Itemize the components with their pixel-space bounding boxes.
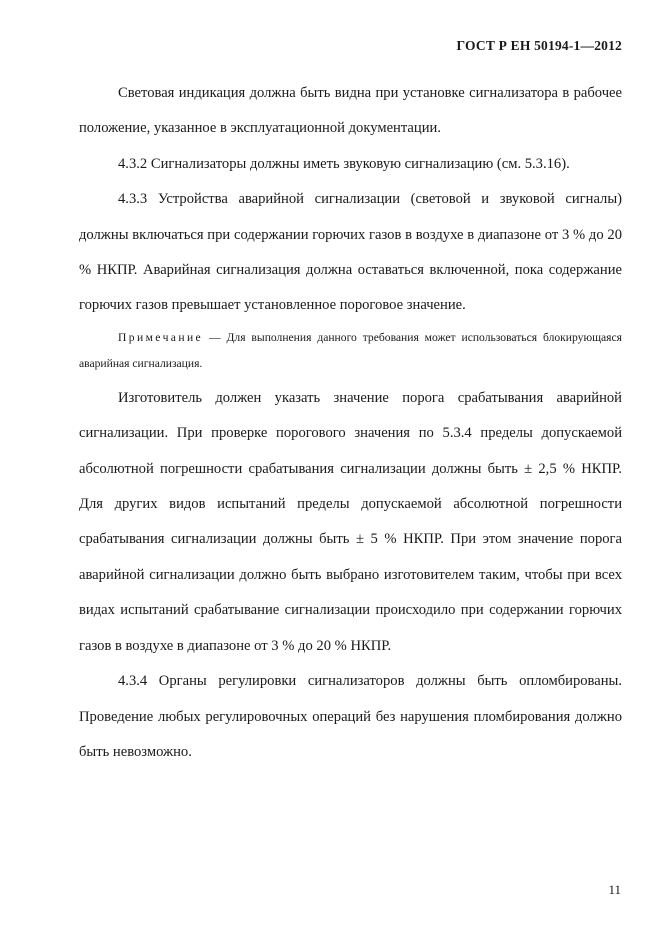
note-text: — Для выполнения данного требования может использоваться блокирующаяся аварийная сигнализация. [79,330,622,370]
note-paragraph [79,325,622,377]
standard-header: ГОСТ Р ЕН 50194-1—2012 [456,38,622,53]
document-body [79,76,622,770]
paragraph-4-3-2: 4.3.2 Сигнализаторы должны иметь звуковую сигнализацию (см. 5.3.16). [118,155,570,172]
paragraph-manufacturer-threshold: Изготовитель должен указать значение порога срабатывания аварийной сигнализации. При проверке порогового значения по 5.3.4 пределы допускаемой абсолютной погрешности срабатывания сигнализации должны быть ± 2,5 % НКПР. Для других видов испытаний пределы допускаемой абсолютной погрешности срабатывания сигнализации должны быть ± 5 % НКПР. При этом значение порога аварийной сигнализации должно быть выбрано изготовителем таким, чтобы при всех видах испытаний срабатывание сигнализации происходило при содержании горючих газов в воздухе в диапазоне от 3 % до 20 % НКПР. [79,389,622,654]
paragraph-light-indication: Световая индикация должна быть видна при установке сигнализатора в рабочее положение, указанное в эксплуатационной документации. [79,85,622,137]
page-number: 11 [608,882,621,897]
paragraph-4-3-3: 4.3.3 Устройства аварийной сигнализации (световой и звуковой сигналы) должны включаться при содержании горючих газов в воздухе в диапазоне от 3 % до 20 % НКПР. Аварийная сигнализация должна оставаться включенной, пока содержание горючих газов превышает установленное пороговое значение. [79,191,622,314]
note-label: Примечание [118,330,204,344]
paragraph-4-3-4: 4.3.4 Органы регулировки сигнализаторов должны быть опломбированы. Проведение любых регулировочных операций без нарушения пломбирования должно быть невозможно. [79,673,622,760]
